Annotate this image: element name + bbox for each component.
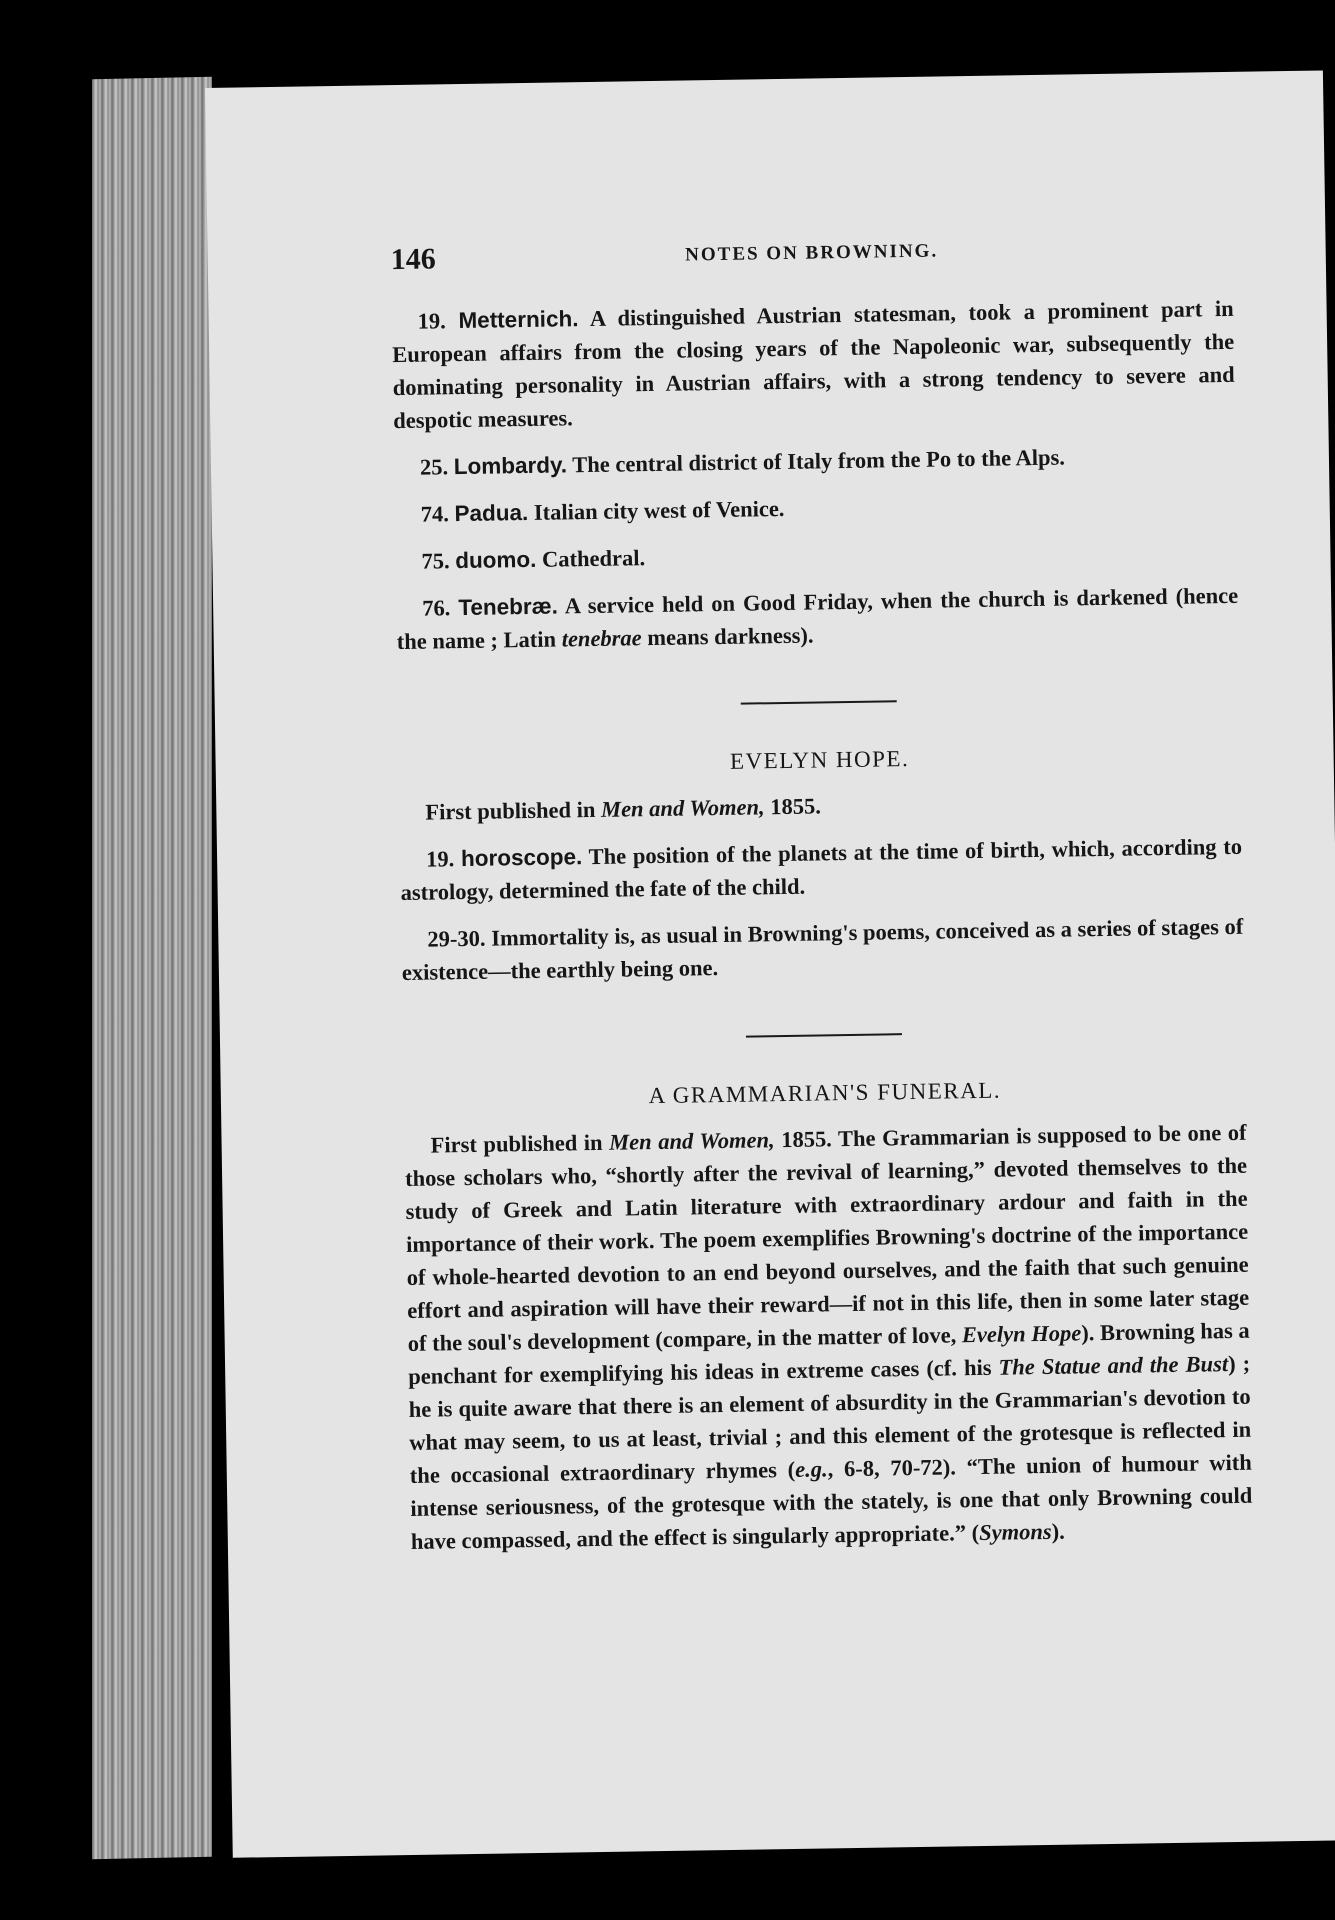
note-text: Immortality is, as usual in Browning's poems, conceived as a series of stages of existence—the earthly being one. — [401, 913, 1244, 986]
italic-title: Men and Women, — [608, 1127, 775, 1155]
note-term: Metternich. — [458, 306, 579, 334]
publication-text: First published in — [425, 796, 602, 825]
note-number: 25. — [419, 454, 449, 480]
italic-title: The Statue and the Bust — [998, 1351, 1229, 1380]
note-number: 75. — [421, 548, 450, 574]
section-divider — [746, 1033, 902, 1037]
notes-section-metternich — [391, 292, 1238, 658]
page-content — [390, 230, 1253, 1572]
note-text: means darkness). — [641, 622, 814, 651]
grammarian-paragraph — [404, 1116, 1253, 1558]
paragraph-text: 1855. The Grammarian is supposed to be one of those scholars who, “shortly after the revival of learning,” devoted themselves to the study of Greek and Latin literature with extraordinary ardour and faith in the importance of their work. The poem exemplifies Browning's doctrine of the importance of whole-hearted devotion to an end beyond ourselves, and the faith that such genuine effort and aspiration will have their reward—if not in this life, then in some later stage of the soul's development (compare, in the matter of love, — [404, 1119, 1250, 1356]
note-text: Italian city west of Venice. — [533, 495, 785, 525]
section-evelyn-hope — [398, 741, 1244, 989]
paragraph-text: , 6-8, 70-72). “The union of humour with intense seriousness, of the grotesque with the stately, is one that only Browning could have compassed, and the effect is singularly appropriate.” ( — [410, 1449, 1253, 1554]
note-term: duomo. — [455, 546, 537, 574]
note-number: 76. — [422, 595, 451, 621]
italic-citation: Symons — [978, 1518, 1052, 1546]
note-term: Lombardy. — [453, 452, 568, 480]
note-item — [396, 579, 1239, 658]
note-text: Cathedral. — [541, 545, 646, 572]
page-edges — [92, 77, 212, 1860]
page-header — [390, 230, 1233, 287]
note-text: The central district of Italy from the Po to the Alps. — [572, 444, 1066, 478]
note-item — [395, 532, 1237, 578]
page-number: 146 — [390, 242, 436, 277]
note-number: 19. — [417, 308, 447, 334]
paragraph-text: ) ; he is quite aware that there is an element of absurdity in the Grammarian's devotion to what may seem, to us at least, trivial ; and this element of the grotesque is reflected in the occasional extraordinary rhymes ( — [408, 1350, 1252, 1488]
note-italic: tenebrae — [561, 625, 642, 652]
note-item — [391, 292, 1235, 437]
note-item — [401, 910, 1244, 989]
running-head: NOTES ON BROWNING. — [685, 240, 939, 266]
section-title: EVELYN HOPE. — [729, 746, 910, 774]
publication-text: 1855. — [764, 793, 822, 820]
book-page — [205, 70, 1335, 1857]
publication-note — [399, 783, 1241, 829]
note-item — [394, 485, 1236, 531]
note-term: Tenebræ. — [458, 593, 559, 621]
note-text: The position of the planets at the time of birth, which, according to astrology, determined the fate of the child. — [400, 833, 1243, 906]
paragraph-text: First published in — [430, 1129, 610, 1158]
section-grammarian — [404, 1074, 1253, 1558]
note-item — [394, 438, 1236, 484]
paragraph-text: ). — [1051, 1518, 1065, 1544]
note-term: horoscope. — [460, 844, 583, 872]
note-number: 29-30. — [427, 925, 486, 952]
section-divider — [741, 700, 897, 704]
note-text: A distinguished Austrian statesman, took a prominent part in European affairs from the closing years of the Napoleonic war, subsequently the dominating personality in Austrian affairs, with a strong tendency to severe and despotic measures. — [392, 295, 1235, 434]
paragraph-text: ). Browning has a penchant for exemplifying his ideas in extreme cases (cf. his — [408, 1317, 1250, 1389]
publication-title: Men and Women, — [600, 794, 765, 822]
italic-title: Evelyn Hope — [961, 1320, 1082, 1348]
section-title: A GRAMMARIAN'S FUNERAL. — [648, 1077, 1002, 1109]
note-item — [400, 830, 1243, 909]
note-text: A service held on Good Friday, when the church is darkened (hence the name ; Latin — [396, 582, 1239, 655]
italic-abbrev: e.g. — [794, 1456, 828, 1482]
note-number: 74. — [420, 501, 450, 527]
note-term: Padua. — [454, 499, 529, 527]
note-number: 19. — [425, 846, 455, 872]
